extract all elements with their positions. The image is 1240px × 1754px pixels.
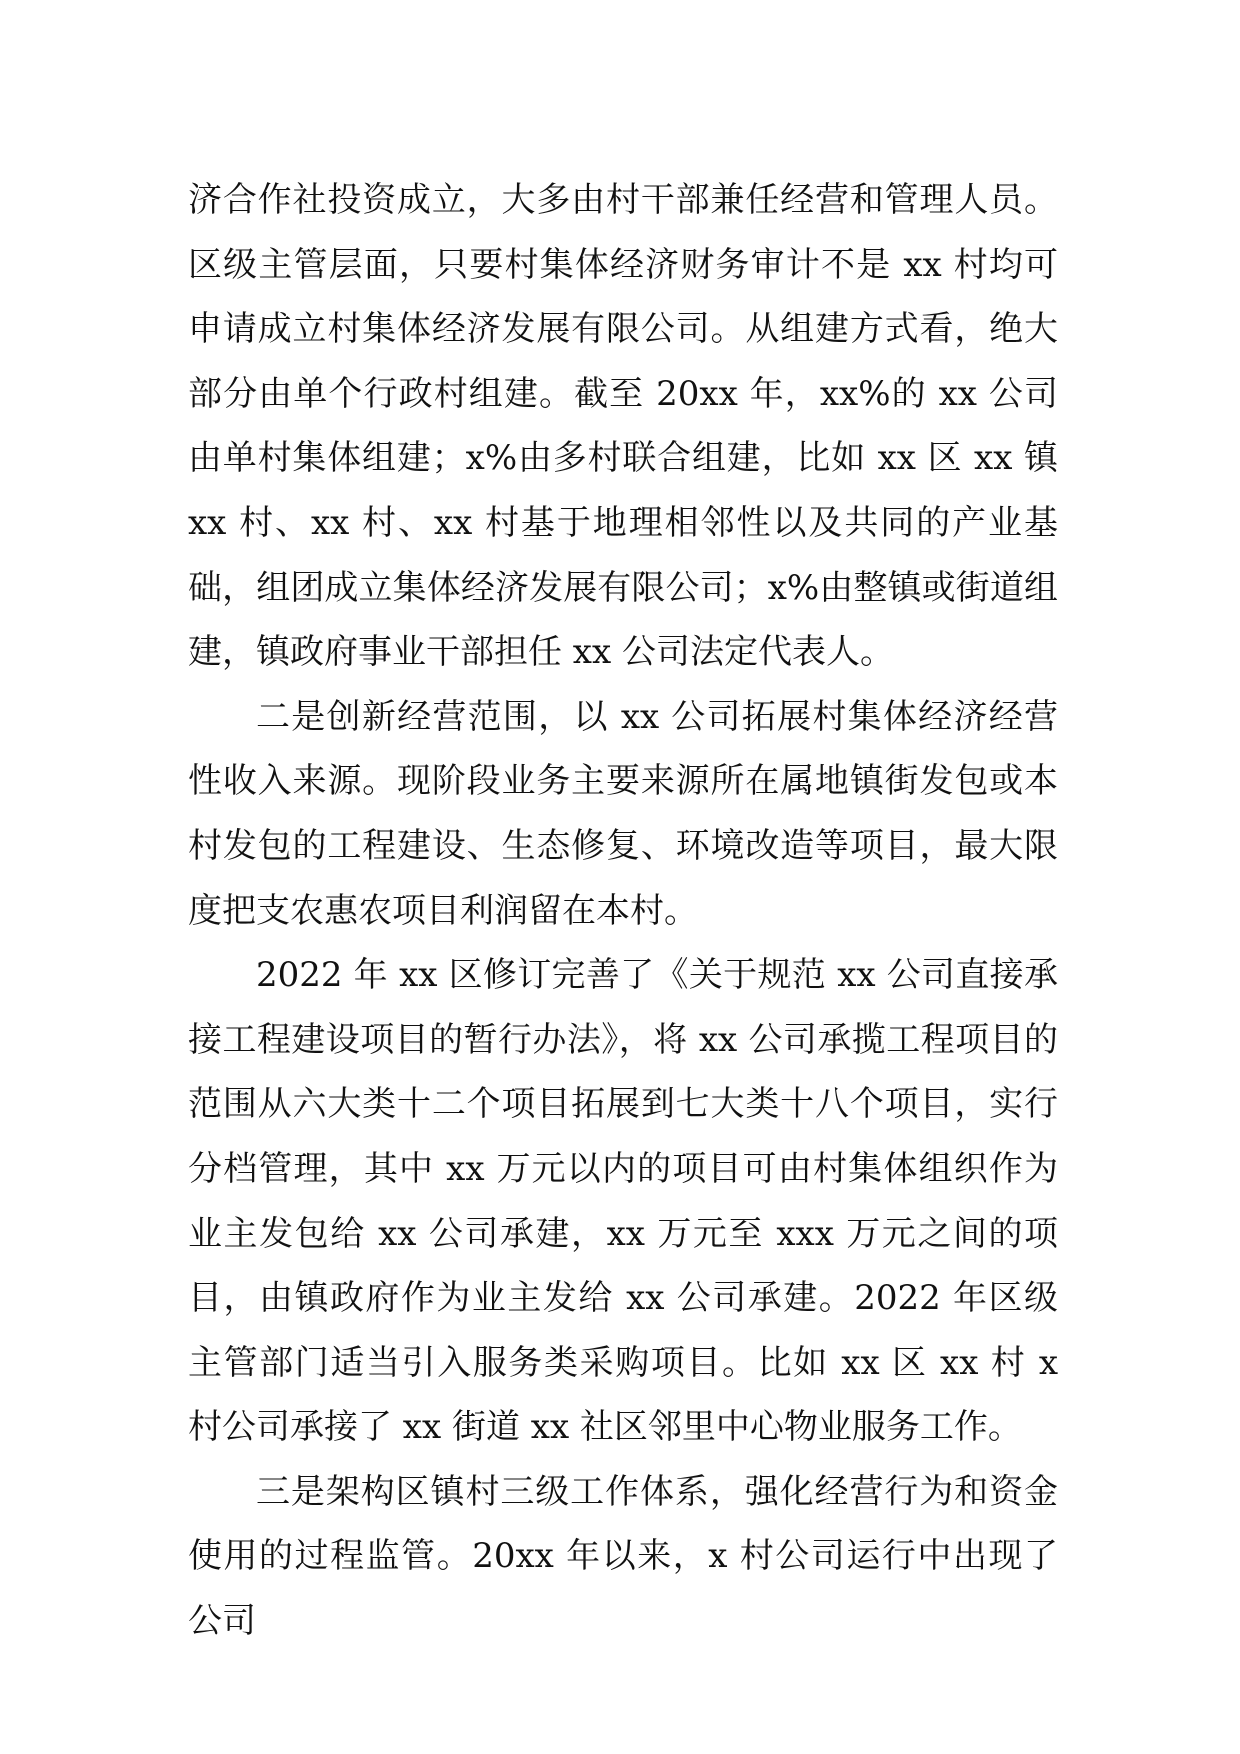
paragraph-1: 济合作社投资成立，大多由村干部兼任经营和管理人员。区级主管层面，只要村集体经济财务审计不是 xx 村均可申请成立村集体经济发展有限公司。从组建方式看，绝大部分由单个行政村组建。截至 20xx 年，xx%的 xx 公司由单村集体组建；x%由多村联合组建，比如 xx 区 xx 镇 xx 村、xx 村、xx 村基于地理相邻性以及共同的产业基础，组团成立集体经济发展有限公司；x%由整镇或街道组建，镇政府事业干部担任 xx 公司法定代表人。	[188, 180, 1058, 673]
paragraph-2: 二是创新经营范围，以 xx 公司拓展村集体经济经营性收入来源。现阶段业务主要来源所在属地镇街发包或本村发包的工程建设、生态修复、环境改造等项目，最大限度把支农惠农项目利润留在本村。	[188, 696, 1058, 931]
body-text	[188, 168, 1058, 1654]
paragraph-4: 三是架构区镇村三级工作体系，强化经营行为和资金使用的过程监管。20xx 年以来，x 村公司运行中出现了公司	[188, 1471, 1058, 1642]
paragraph-3: 2022 年 xx 区修订完善了《关于规范 xx 公司直接承接工程建设项目的暂行办法》，将 xx 公司承揽工程项目的范围从六大类十二个项目拓展到七大类十八个项目，实行分档管理，其中 xx 万元以内的项目可由村集体组织作为业主发包给 xx 公司承建，xx 万元至 xxx 万元之间的项目，由镇政府作为业主发给 xx 公司承建。2022 年区级主管部门适当引入服务类采购项目。比如 xx 区 xx 村 x 村公司承接了 xx 街道 xx 社区邻里中心物业服务工作。	[188, 955, 1058, 1448]
